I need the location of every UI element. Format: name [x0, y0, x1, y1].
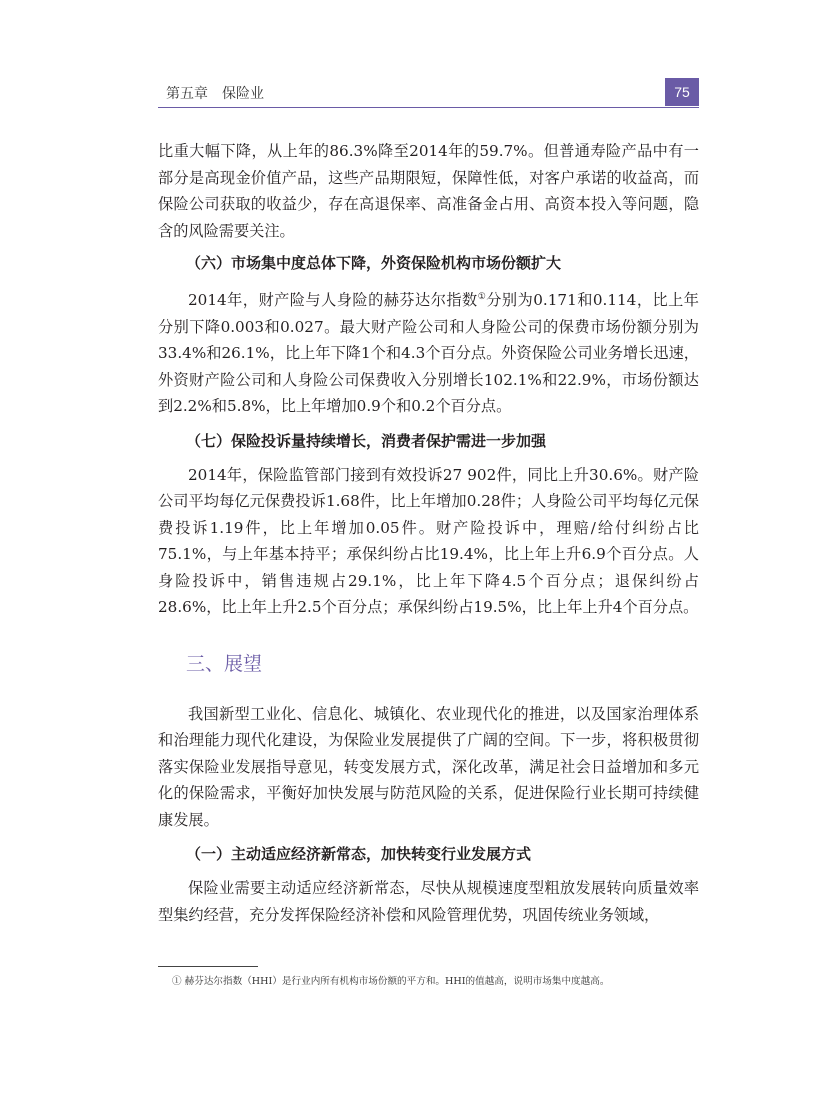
footnote-rule: [158, 966, 258, 967]
subsection-heading: （一）主动适应经济新常态，加快转变行业发展方式: [186, 845, 532, 864]
paragraph: 比重大幅下降，从上年的86.3%降至2014年的59.7%。但普通寿险产品中有一部分是高现金价值产品，这些产品期限短，保障性低，对客户承诺的收益高，而保险公司获取的收益少，存在高退保率、高准备金占用、高资本投入等问题，隐含的风险需要关注。: [158, 142, 699, 240]
chapter-title: 保险业: [222, 86, 264, 102]
footnote: ① 赫芬达尔指数（HHI）是行业内所有机构市场份额的平方和。HHI的值越高，说明市场集中度越高。: [172, 976, 610, 987]
chapter-label: [166, 83, 264, 103]
section-heading: 三、展望: [186, 652, 263, 675]
footnote-marker[interactable]: ①: [477, 292, 487, 302]
subsection-heading: （六）市场集中度总体下降，外资保险机构市场份额扩大: [186, 254, 562, 272]
paragraph: [158, 284, 699, 420]
paragraph-text: 分别为0.171和0.114，比上年分别下降0.003和0.027。最大财产险公司和人身险公司的保费市场份额分别为33.4%和26.1%，比上年下降1个和4.3个百分点。外资保险公司业务增长迅速，外资财产险公司和人身险公司保费收入分别增长102.1%和22.9%，市场份额达到2.2%和5.8%，比上年增加0.9个和0.2个百分点。: [158, 291, 699, 416]
page-number: 75: [665, 78, 699, 106]
paragraph-text: 2014年，财产险与人身险的赫芬达尔指数: [188, 291, 478, 310]
paragraph: 保险业需要主动适应经济新常态，尽快从规模速度型粗放发展转向质量效率型集约经营，充分发挥保险经济补偿和风险管理优势，巩固传统业务领域，: [158, 879, 699, 924]
page-body: [158, 138, 699, 928]
header-rule: [158, 107, 699, 108]
paragraph: 2014年，保险监管部门接到有效投诉27 902件，同比上升30.6%。财产险公司平均每亿元保费投诉1.68件，比上年增加0.28件；人身险公司平均每亿元保费投诉1.19件，比上年增加0.05件。财产险投诉中，理赔/给付纠纷占比75.1%，与上年基本持平；承保纠纷占比19.4%，比上年上升6.9个百分点。人身险投诉中，销售违规占29.1%，比上年下降4.5个百分点；退保纠纷占28.6%，比上年上升2.5个百分点；承保纠纷占19.5%，比上年上升4个百分点。: [158, 465, 699, 617]
chapter-number: 第五章: [166, 86, 208, 102]
running-header: [158, 78, 699, 106]
subsection-heading: （七）保险投诉量持续增长，消费者保护需进一步加强: [186, 431, 547, 450]
paragraph: 我国新型工业化、信息化、城镇化、农业现代化的推进，以及国家治理体系和治理能力现代化建设，为保险业发展提供了广阔的空间。下一步，将积极贯彻落实保险业发展指导意见，转变发展方式，深化改革，满足社会日益增加和多元化的保险需求，平衡好加快发展与防范风险的关系，促进保险行业长期可持续健康发展。: [158, 704, 699, 829]
